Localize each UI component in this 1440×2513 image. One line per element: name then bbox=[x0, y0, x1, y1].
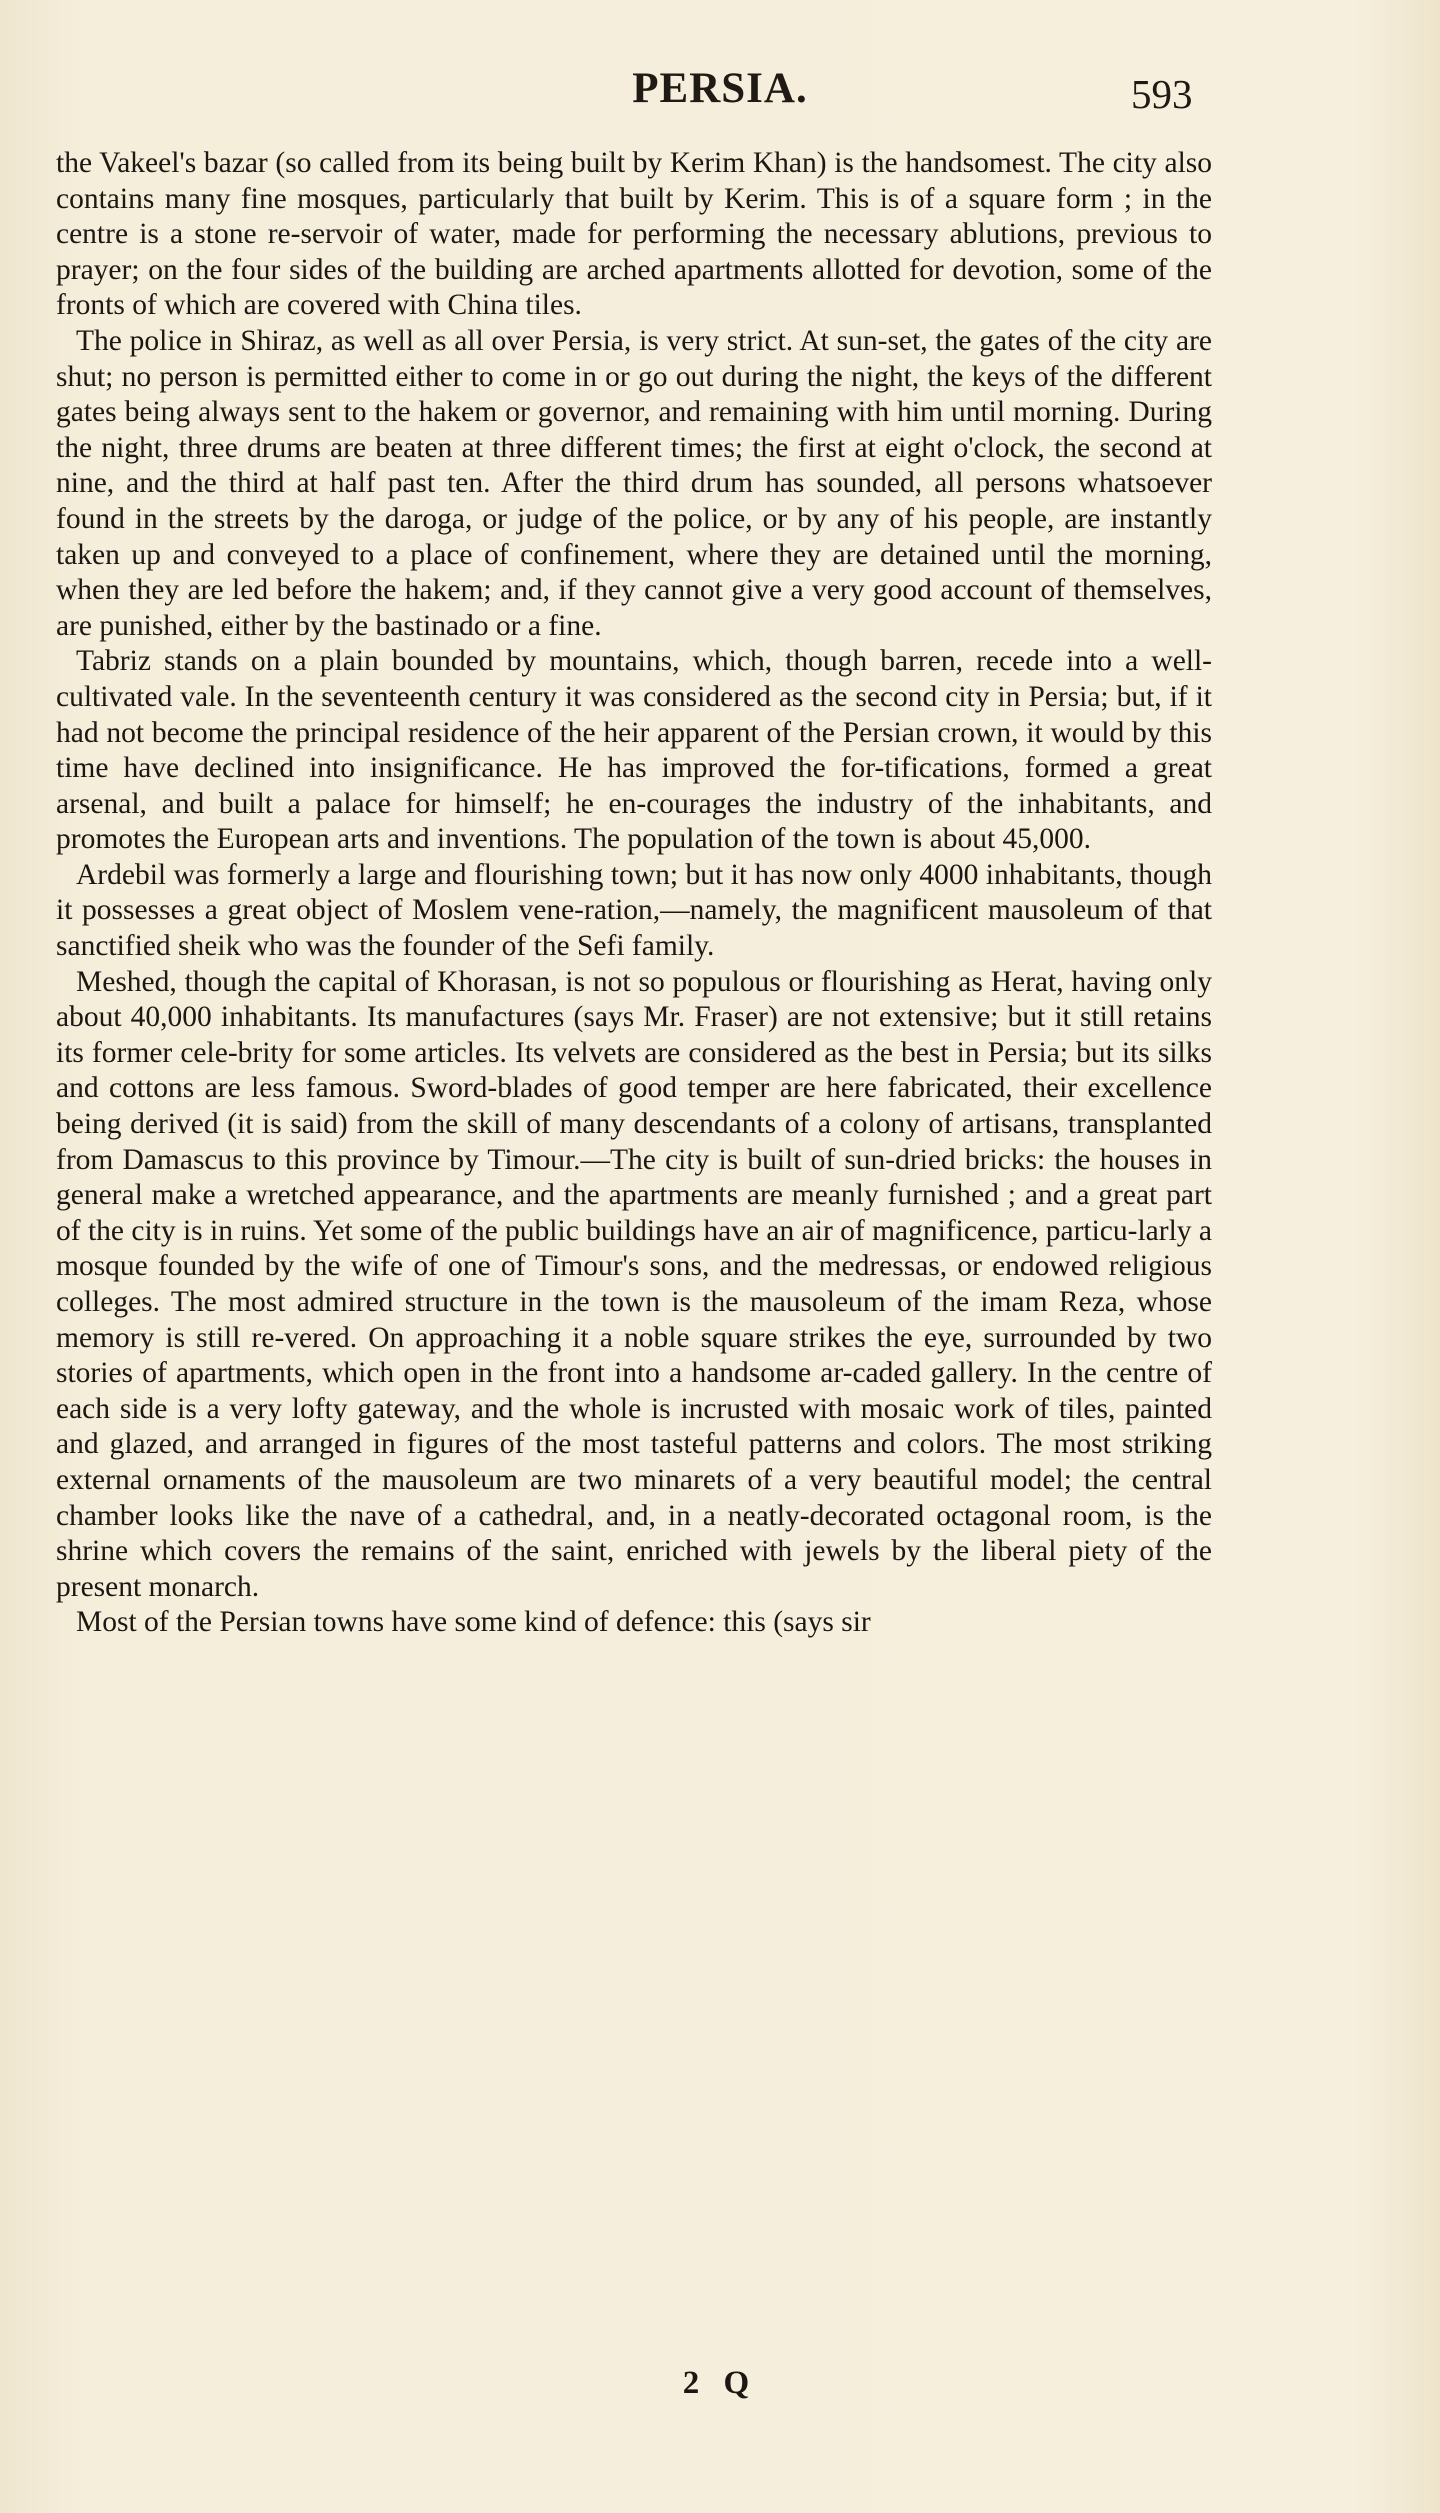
paragraph-tabriz: Tabriz stands on a plain bounded by mountains, which, though barren, recede into a well-cultivated vale. In the seventeenth century it was considered as the second city in Persia; but, if it had not become the principal residence of the heir apparent of the Persian crown, it would by this time have declined into insignificance. He has improved the for-tifications, formed a great arsenal, and built a palace for himself; he en-courages the industry of the inhabitants, and promotes the European arts and inventions. The population of the town is about 45,000. bbox=[56, 645, 1212, 856]
paragraph-ardebil: Ardebil was formerly a large and flourishing town; but it has now only 4000 inhabitants, though it possesses a great object of Moslem vene-ration,—namely, the magnificent mausoleum of that sanctified sheik who was the founder of the Sefi family. bbox=[56, 858, 1212, 963]
signature-mark: 2 Q bbox=[682, 2365, 758, 2401]
running-title: PERSIA. bbox=[632, 65, 808, 112]
paragraph-meshed: Meshed, though the capital of Khorasan, is not so populous or flourishing as Herat, having only about 40,000 inhabitants. Its manufactures (says Mr. Fraser) are not extensive; but it still retains its former cele-brity for some articles. Its velvets are considered as the best in Persia; but its silks and cottons are less famous. Sword-blades of good temper are here fabricated, their excellence being derived (it is said) from the skill of many descendants of a colony of artisans, transplanted from Damascus to this province by Timour.—The city is built of sun-dried bricks: the houses in general make a wretched appearance, and the apartments are meanly furnished ; and a great part of the city is in ruins. Yet some of the public buildings have an air of magnificence, particu-larly a mosque founded by the wife of one of Timour's sons, and the medressas, or endowed religious colleges. The most admired structure in the town is the mausoleum of the imam Reza, whose memory is still re-vered. On approaching it a noble square strikes the eye, surrounded by two stories of apartments, which open in the front into a handsome ar-caded gallery. In the centre of each side is a very lofty gateway, and the whole is incrusted with mosaic work of tiles, painted and glazed, and arranged in figures of the most tasteful patterns and colors. The most striking external ornaments of the mausoleum are two minarets of a very beautiful model; the central chamber looks like the nave of a cathedral, and, in a neatly-decorated octagonal room, is the shrine which covers the remains of the saint, enriched with jewels by the liberal piety of the present monarch. bbox=[56, 965, 1212, 1603]
paragraph-defence: Most of the Persian towns have some kind of defence: this (says sir bbox=[76, 1606, 871, 1639]
paragraph-shiraz-police: The police in Shiraz, as well as all over Persia, is very strict. At sun-set, the gates of the city are shut; no person is permitted either to come in or go out during the night, the keys of the different gates being always sent to the hakem or governor, and remaining with him until morning. During the night, three drums are beaten at three different times; the first at eight o'clock, the second at nine, and the third at half past ten. After the third drum has sounded, all persons whatsoever found in the streets by the daroga, or judge of the police, or by any of his people, are instantly taken up and conveyed to a place of confinement, where they are detained until the morning, when they are led before the hakem; and, if they cannot give a very good account of themselves, are punished, either by the bastinado or a fine. bbox=[56, 324, 1212, 642]
body-text bbox=[56, 146, 1212, 1641]
paragraph-shiraz-bazar: the Vakeel's bazar (so called from its being built by Kerim Khan) is the handsomest. The city also contains many fine mosques, particularly that built by Kerim. This is of a square form ; in the centre is a stone re-servoir of water, made for performing the necessary ablutions, previous to prayer; on the four sides of the building are arched apartments allotted for devotion, some of the fronts of which are covered with China tiles. bbox=[56, 147, 1212, 322]
page-number: 593 bbox=[1131, 71, 1193, 117]
page-header bbox=[0, 64, 1440, 134]
